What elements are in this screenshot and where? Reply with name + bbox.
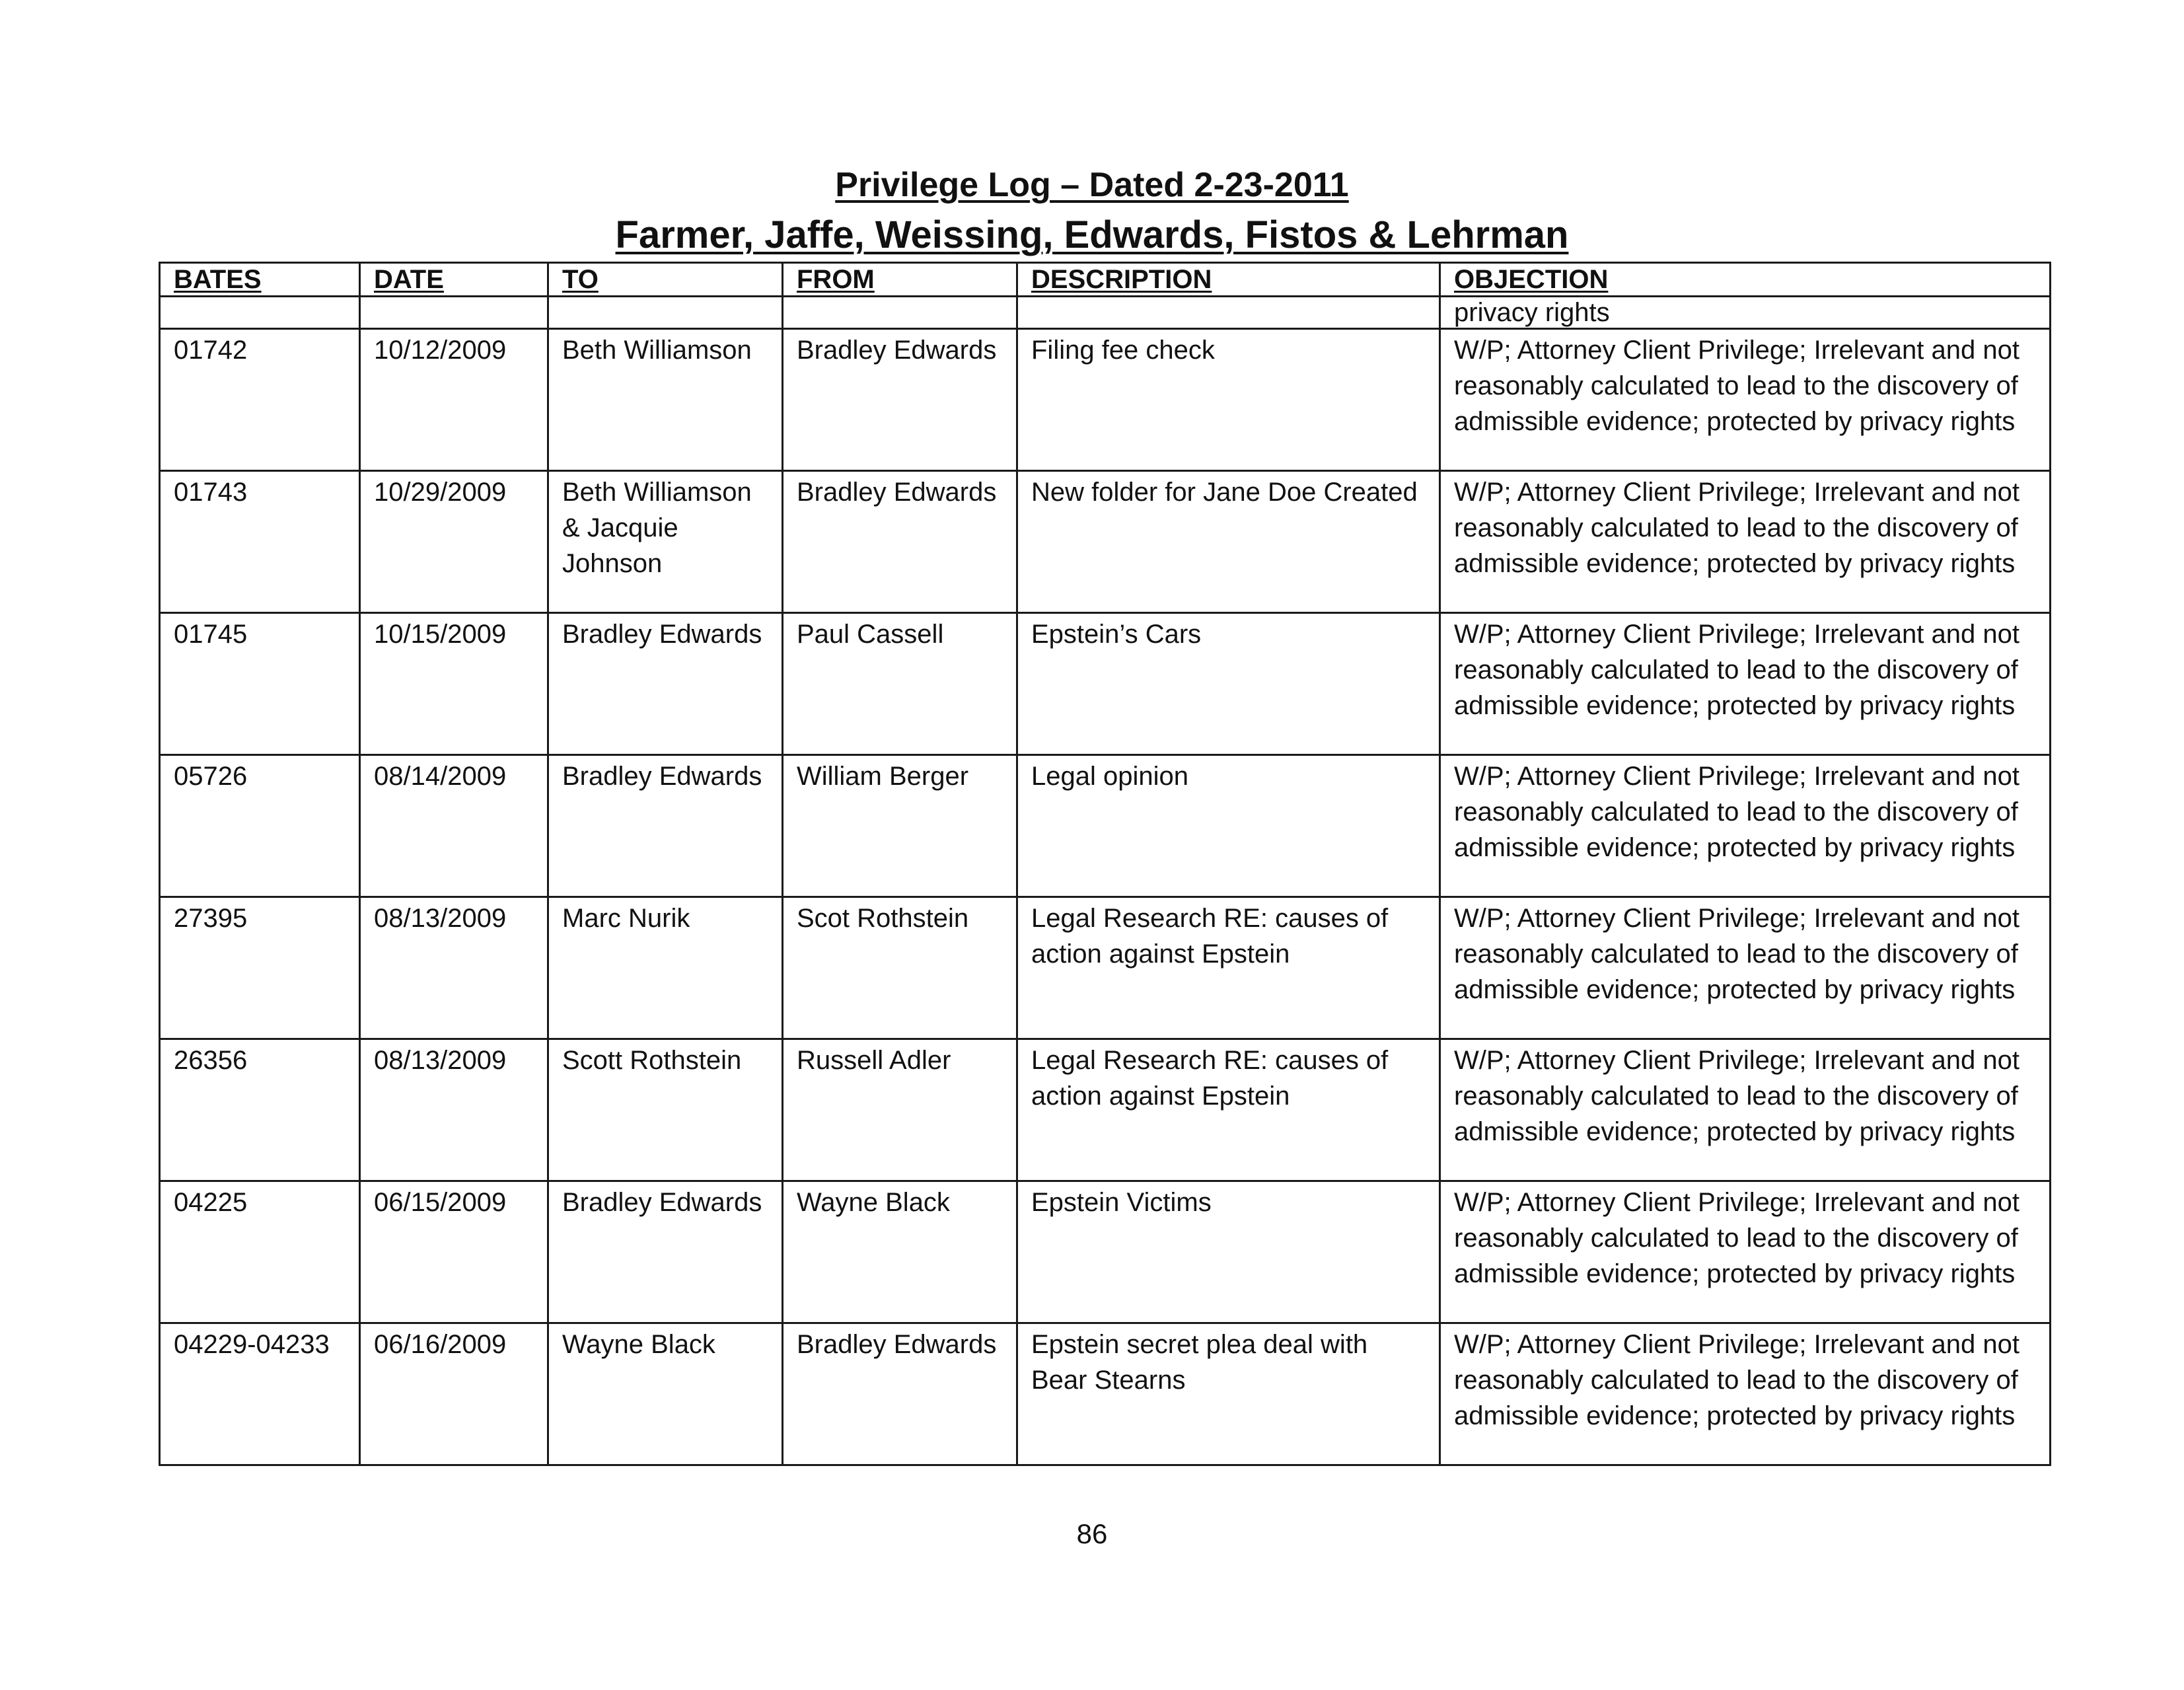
from-cell: Bradley Edwards xyxy=(783,329,1017,471)
header-date: DATE xyxy=(360,263,548,297)
table-header-row xyxy=(160,263,2051,297)
to-cell: Wayne Black xyxy=(548,1323,783,1465)
date-cell: 08/13/2009 xyxy=(360,897,548,1039)
description-cell: Legal opinion xyxy=(1017,755,1440,897)
from-cell: Bradley Edwards xyxy=(783,1323,1017,1465)
table-row xyxy=(160,1039,2051,1181)
header-to: TO xyxy=(548,263,783,297)
empty-cell xyxy=(548,297,783,329)
empty-cell xyxy=(783,297,1017,329)
from-cell: Russell Adler xyxy=(783,1039,1017,1181)
description-cell: Epstein’s Cars xyxy=(1017,613,1440,755)
table-row xyxy=(160,897,2051,1039)
objection-cell: W/P; Attorney Client Privilege; Irrelevant and not reasonably calculated to lead to the discovery of admissible evidence; protected by privacy rights xyxy=(1440,329,2051,471)
objection-cell: W/P; Attorney Client Privilege; Irrelevant and not reasonably calculated to lead to the discovery of admissible evidence; protected by privacy rights xyxy=(1440,471,2051,613)
objection-cell: W/P; Attorney Client Privilege; Irrelevant and not reasonably calculated to lead to the discovery of admissible evidence; protected by privacy rights xyxy=(1440,1181,2051,1323)
from-cell: Wayne Black xyxy=(783,1181,1017,1323)
date-cell: 08/14/2009 xyxy=(360,755,548,897)
date-cell: 08/13/2009 xyxy=(360,1039,548,1181)
page-number: 86 xyxy=(1076,1518,1108,1549)
objection-cell: W/P; Attorney Client Privilege; Irrelevant and not reasonably calculated to lead to the discovery of admissible evidence; protected by privacy rights xyxy=(1440,1039,2051,1181)
table-row xyxy=(160,471,2051,613)
from-cell: William Berger xyxy=(783,755,1017,897)
from-cell: Paul Cassell xyxy=(783,613,1017,755)
description-cell: Epstein Victims xyxy=(1017,1181,1440,1323)
header-bates: BATES xyxy=(160,263,360,297)
to-cell: Bradley Edwards xyxy=(548,1181,783,1323)
to-cell: Beth Williamson xyxy=(548,329,783,471)
objection-continued-cell: privacy rights xyxy=(1440,297,2051,329)
privilege-log-table xyxy=(159,262,2051,1466)
document-subtitle: Farmer, Jaffe, Weissing, Edwards, Fistos & Lehrman xyxy=(615,213,1569,256)
table-row-continued xyxy=(160,297,2051,329)
table-row xyxy=(160,1323,2051,1465)
bates-cell: 04225 xyxy=(160,1181,360,1323)
to-cell: Bradley Edwards xyxy=(548,755,783,897)
empty-cell xyxy=(360,297,548,329)
bates-cell: 01745 xyxy=(160,613,360,755)
bates-cell: 05726 xyxy=(160,755,360,897)
bates-cell: 27395 xyxy=(160,897,360,1039)
table-row xyxy=(160,613,2051,755)
description-cell: New folder for Jane Doe Created xyxy=(1017,471,1440,613)
date-cell: 06/16/2009 xyxy=(360,1323,548,1465)
description-cell: Legal Research RE: causes of action against Epstein xyxy=(1017,1039,1440,1181)
objection-cell: W/P; Attorney Client Privilege; Irrelevant and not reasonably calculated to lead to the discovery of admissible evidence; protected by privacy rights xyxy=(1440,897,2051,1039)
from-cell: Bradley Edwards xyxy=(783,471,1017,613)
description-cell: Epstein secret plea deal with Bear Stearns xyxy=(1017,1323,1440,1465)
date-cell: 06/15/2009 xyxy=(360,1181,548,1323)
header-description: DESCRIPTION xyxy=(1017,263,1440,297)
bates-cell: 01742 xyxy=(160,329,360,471)
table-row xyxy=(160,1181,2051,1323)
table-row xyxy=(160,329,2051,471)
document-title: Privilege Log – Dated 2-23-2011 xyxy=(835,166,1349,204)
date-cell: 10/29/2009 xyxy=(360,471,548,613)
empty-cell xyxy=(160,297,360,329)
bates-cell: 26356 xyxy=(160,1039,360,1181)
header-from: FROM xyxy=(783,263,1017,297)
to-cell: Bradley Edwards xyxy=(548,613,783,755)
objection-cell: W/P; Attorney Client Privilege; Irrelevant and not reasonably calculated to lead to the discovery of admissible evidence; protected by privacy rights xyxy=(1440,755,2051,897)
objection-cell: W/P; Attorney Client Privilege; Irrelevant and not reasonably calculated to lead to the discovery of admissible evidence; protected by privacy rights xyxy=(1440,613,2051,755)
bates-cell: 04229-04233 xyxy=(160,1323,360,1465)
header-objection: OBJECTION xyxy=(1440,263,2051,297)
from-cell: Scot Rothstein xyxy=(783,897,1017,1039)
to-cell: Scott Rothstein xyxy=(548,1039,783,1181)
empty-cell xyxy=(1017,297,1440,329)
description-cell: Filing fee check xyxy=(1017,329,1440,471)
to-cell: Beth Williamson & Jacquie Johnson xyxy=(548,471,783,613)
date-cell: 10/12/2009 xyxy=(360,329,548,471)
description-cell: Legal Research RE: causes of action against Epstein xyxy=(1017,897,1440,1039)
to-cell: Marc Nurik xyxy=(548,897,783,1039)
table-row xyxy=(160,755,2051,897)
bates-cell: 01743 xyxy=(160,471,360,613)
date-cell: 10/15/2009 xyxy=(360,613,548,755)
objection-cell: W/P; Attorney Client Privilege; Irrelevant and not reasonably calculated to lead to the discovery of admissible evidence; protected by privacy rights xyxy=(1440,1323,2051,1465)
